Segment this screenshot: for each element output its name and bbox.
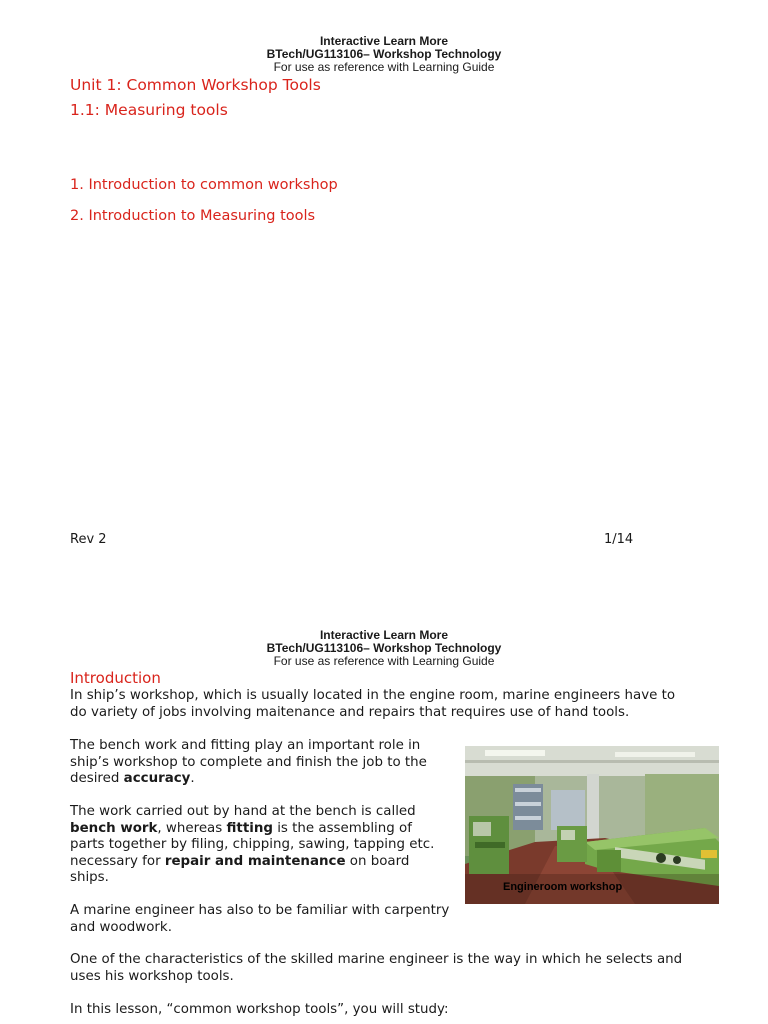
workshop-photo <box>465 746 719 904</box>
footer-rev: Rev 2 <box>70 532 107 547</box>
text-run: , whereas <box>157 820 227 836</box>
text-line <box>70 821 434 838</box>
paragraph <box>70 903 449 936</box>
text-line: The bench work and fitting play an important role in <box>70 738 421 753</box>
text-line: uses his workshop tools. <box>70 968 234 984</box>
unit-title: Unit 1: Common Workshop Tools <box>70 76 321 94</box>
text-line: One of the characteristics of the skilled marine engineer is the way in which he selects and <box>70 952 683 967</box>
list-text: Introduction to Measuring tools <box>88 208 316 224</box>
paragraph <box>70 804 434 887</box>
text-line: and woodwork. <box>70 919 172 935</box>
list-number: 2. <box>70 208 84 224</box>
text-line: The work carried out by hand at the bench is called <box>70 804 416 819</box>
bold-term: repair and maintenance <box>164 853 346 869</box>
text-line: ship’s workshop to complete and finish the job to the <box>70 754 427 770</box>
header-line-2: BTech/UG113106– Workshop Technology <box>266 47 502 61</box>
paragraph <box>70 952 682 985</box>
text-line: In ship’s workshop, which is usually located in the engine room, marine engineers have to <box>70 688 676 703</box>
text-run: necessary for <box>70 853 165 869</box>
header-line-1: Interactive Learn More <box>319 628 449 642</box>
header-line-1: Interactive Learn More <box>319 34 449 48</box>
text-run: is the assembling of <box>272 820 412 836</box>
page-header <box>0 629 768 668</box>
text-line: do variety of jobs involving maitenance and repairs that requires use of hand tools. <box>70 704 630 720</box>
section-heading: Introduction <box>70 669 161 687</box>
header-line-2: BTech/UG113106– Workshop Technology <box>266 641 502 655</box>
list-number: 1. <box>70 177 84 193</box>
paragraph <box>70 1002 449 1019</box>
header-line-3: For use as reference with Learning Guide <box>273 60 495 74</box>
text-line: In this lesson, “common workshop tools”, you will study: <box>70 1002 449 1017</box>
header-line-3: For use as reference with Learning Guide <box>273 654 495 668</box>
paragraph <box>70 688 675 721</box>
paragraph <box>70 738 427 788</box>
bold-term: bench work <box>70 820 158 836</box>
text-line <box>70 771 427 788</box>
text-line: ships. <box>70 870 109 885</box>
text-run: . <box>190 771 195 786</box>
text-line: A marine engineer has also to be familiar with carpentry <box>70 903 450 918</box>
list-text: Introduction to common workshop <box>88 177 338 193</box>
section-title: 1.1: Measuring tools <box>70 101 228 119</box>
bold-term: fitting <box>226 820 273 836</box>
text-line <box>70 854 434 871</box>
photo-caption: Engineroom workshop <box>503 881 623 893</box>
bold-term: accuracy <box>123 771 191 786</box>
footer-page-number: 1/14 <box>604 532 634 547</box>
text-line: parts together by filing, chipping, sawing, tapping etc. <box>70 837 435 852</box>
text-run: on board <box>345 853 410 869</box>
text-run: desired <box>70 771 124 786</box>
